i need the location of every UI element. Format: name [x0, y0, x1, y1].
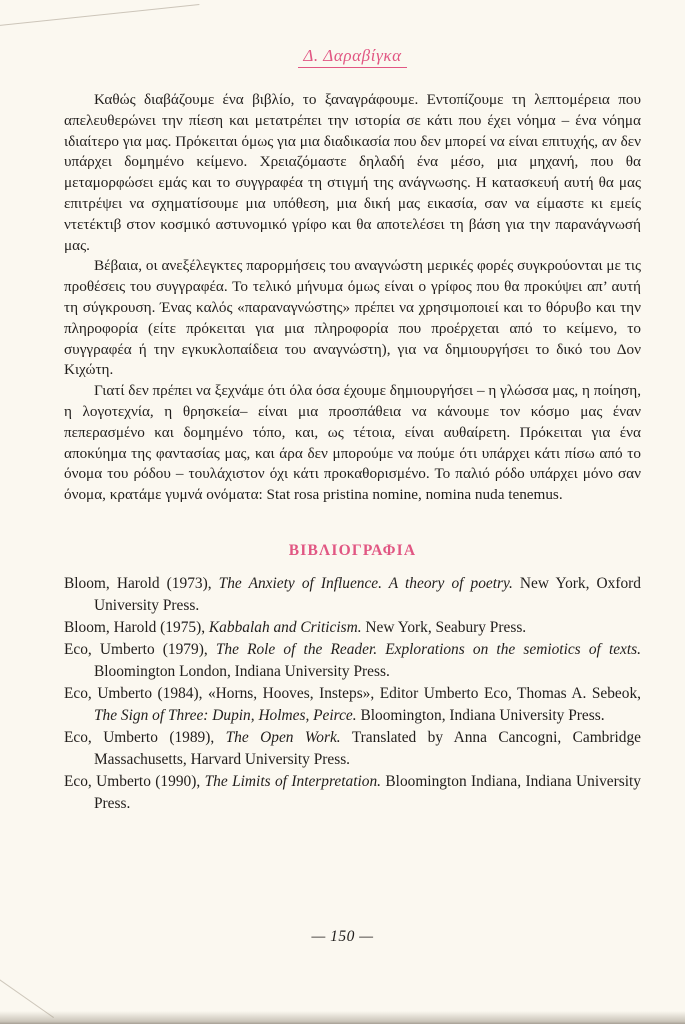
paragraph-2: Βέβαια, οι ανεξέλεγκτες παρορμήσεις του αναγνώστη μερικές φορές συγκρούονται με τις προθέσεις του συγγραφέα. Το τελικό μήνυμα όμως είναι ο γρίφος που θα προκύψει απ’ αυτή τη σύγκρουση. Ένας καλός «παραναγνώστης» πρέπει να χρησιμοποιεί και το θόρυβο και την πληροφορία (είτε πρόκειται για μια πληροφορία που προέρχεται από το κείμενο, το συγγραφέα ή την εγκυκλοπαίδεια του αναγνώστη), για να δημιουργήσει το δικό του Δον Κιχώτη. [64, 257, 641, 379]
bib-text: Eco, Umberto (1990), [64, 772, 205, 790]
bib-work-title: Kabbalah and Criticism. [208, 618, 362, 636]
bib-text: New York, Seabury Press. [361, 618, 527, 636]
bib-text: Bloomington London, Indiana University Press. [94, 662, 390, 680]
body-text [64, 90, 641, 506]
bib-text: Eco, Umberto (1979), [64, 640, 216, 658]
page-header [64, 46, 641, 66]
bib-text: Bloom, Harold (1975), [64, 618, 209, 636]
paragraph-1: Καθώς διαβάζουμε ένα βιβλίο, το ξαναγράφουμε. Εντοπίζουμε τη λεπτομέρεια που απελευθερώνει την πίεση και μετατρέπει την ιστορία σε κάτι που έχει νόημα – ένα νόημα ιδιαίτερο για μας. Πρόκειται όμως για μια διαδικασία που δεν μπορεί να είναι επιτυχής, αν δεν υπάρχει δομημένο κείμενο. Χρειαζόμαστε δηλαδή ένα μέσο, μια μηχανή, που θα μεταμορφώσει εμάς και το συγγραφέα τη στιγμή της ανάγνωσης. Η κατασκευή αυτή θα μας επιτρέψει να σχηματίσουμε μια υπόθεση, μια δική μας εικασία, σαν να είμαστε κι εμείς ντετέκτιβ στον κοσμικό αστυνομικό γρίφο και θα αποτελέσει τη βάση για την παρανάγνωσή μας. [64, 91, 641, 254]
bibliography-entry [64, 639, 641, 683]
bib-work-title: The Sign of Three: Dupin, Holmes, Peirce. [94, 706, 357, 724]
bib-work-title: The Anxiety of Influence. A theory of poetry. [218, 574, 513, 592]
bibliography-entry [64, 683, 641, 727]
bib-text: Translated by Anna Cancogni, Cambridge Massachusetts, Harvard University Press. [94, 728, 641, 768]
bib-text: Eco, Umberto (1989), [64, 728, 226, 746]
bibliography-entry [64, 771, 641, 815]
bib-work-title: The Open Work. [225, 728, 341, 746]
bib-work-title: The Role of the Reader. Explorations on the semiotics of texts. [215, 640, 641, 658]
bibliography-entry [64, 617, 641, 639]
bib-text: New York, Oxford University Press. [94, 574, 641, 614]
bibliography-entry [64, 727, 641, 771]
bib-text: Eco, Umberto (1984), «Horns, Hooves, Insteps», Editor Umberto Eco, Thomas A. Sebeok, [64, 684, 641, 702]
bib-text: Bloom, Harold (1973), [64, 574, 219, 592]
page-footer [0, 928, 685, 946]
scan-artifact-bottom-shadow [0, 1011, 685, 1024]
page-number: — 150 — [311, 928, 374, 945]
bibliography-entry [64, 573, 641, 617]
bibliography-list [64, 573, 641, 815]
bibliography-heading: ΒΙΒΛΙΟΓΡΑΦΙΑ [288, 541, 417, 559]
bib-text: Bloomington Indiana, Indiana University Press. [94, 772, 641, 812]
bib-work-title: The Limits of Interpretation. [204, 772, 381, 790]
author-heading: Δ. Δαραβίγκα [298, 46, 406, 68]
bib-text: Bloomington, Indiana University Press. [356, 706, 605, 724]
paragraph-3: Γιατί δεν πρέπει να ξεχνάμε ότι όλα όσα έχουμε δημιουργήσει – η γλώσσα μας, η ποίηση, η λογοτεχνία, η θρησκεία– είναι μια προσπάθεια να κάνουμε τον κόσμο μας έναν πεπερασμένο και δομημένο τόπο, και, ως τέτοια, είναι αυθαίρετη. Πρόκειται για ένα αποκύημα της φαντασίας μας, και άρα δεν μπορούμε να πούμε ότι υπάρχει κάτι πίσω από το όνομα του ρόδου – τουλάχιστον όχι κάτι προκαθορισμένο. Το παλιό ρόδο υπάρχει μόνο σαν όνομα, κρατάμε γυμνά ονόματα: Stat rosa pristina nomine, nomina nuda tenemus. [64, 382, 641, 504]
